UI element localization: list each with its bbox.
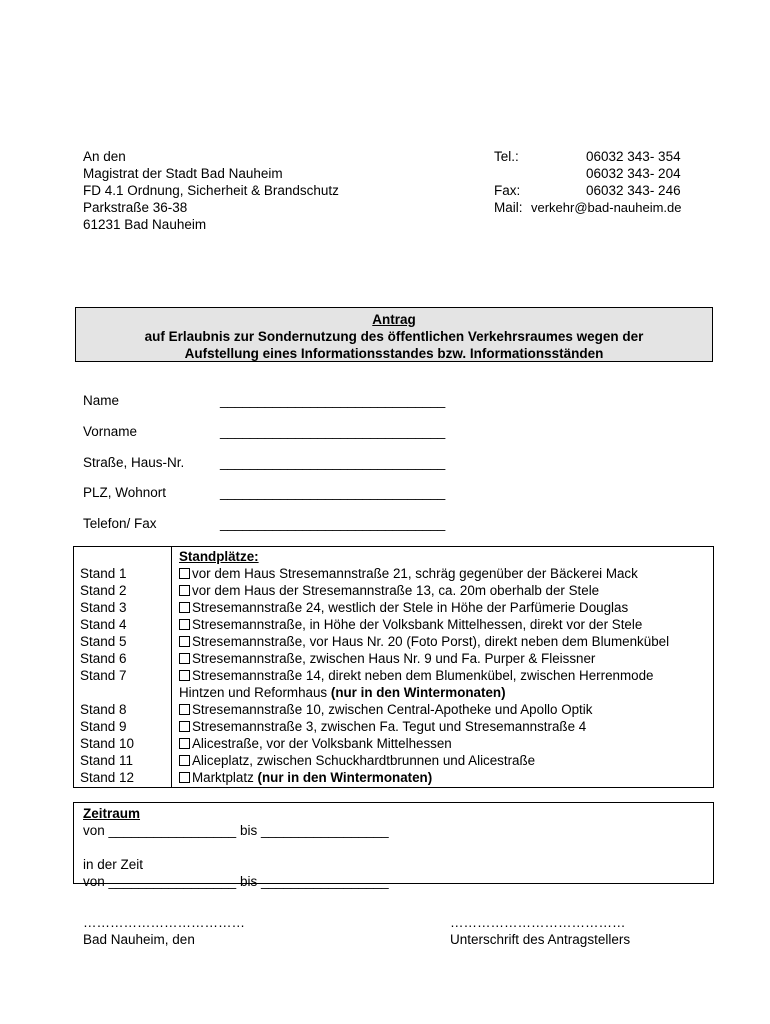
place-option[interactable] <box>179 718 669 735</box>
checkbox-icon[interactable] <box>179 755 190 766</box>
checkbox-icon[interactable] <box>179 772 190 783</box>
checkbox-icon[interactable] <box>179 653 190 664</box>
place-option[interactable] <box>179 650 669 667</box>
name-label: Name <box>83 393 120 408</box>
place-text: Aliceplatz, zwischen Schuckhardtbrunnen und Alicestraße <box>192 753 536 768</box>
place-option[interactable] <box>179 633 669 650</box>
mail-address: verkehr@bad-nauheim.de <box>531 200 682 215</box>
contact-info <box>494 148 682 216</box>
form-subtitle-line-1: auf Erlaubnis zur Sondernutzung des öffentlichen Verkehrsraumes wegen der <box>144 329 644 344</box>
plz-label: PLZ, Wohnort <box>83 485 167 500</box>
winter-note: (nur in den Wintermonaten) <box>330 685 506 700</box>
place-option[interactable] <box>179 701 669 718</box>
plz-blank[interactable]: ______________________________ <box>220 485 446 500</box>
address-line: Magistrat der Stadt Bad Nauheim <box>83 166 283 181</box>
bis-label: bis <box>239 874 258 889</box>
bis-label: bis <box>239 823 258 838</box>
phone-blank[interactable]: ______________________________ <box>220 516 446 531</box>
stand-label: Stand 9 <box>80 719 127 734</box>
bis-time-blank[interactable]: _________________ <box>260 874 389 889</box>
stand-label: Stand 7 <box>80 668 127 683</box>
checkbox-icon[interactable] <box>179 568 190 579</box>
place-text: Stresemannstraße, vor Haus Nr. 20 (Foto Porst), direkt neben dem Blumenkübel <box>192 634 670 649</box>
place-option[interactable] <box>179 735 669 752</box>
mail-label: Mail: <box>494 200 523 215</box>
place-option-continuation <box>179 684 669 701</box>
places-heading: Standplätze: <box>179 549 259 564</box>
phone-label: Telefon/ Fax <box>83 516 157 531</box>
tel-number-2: 06032 343- 204 <box>586 166 681 181</box>
checkbox-icon[interactable] <box>179 670 190 681</box>
place-option[interactable] <box>179 752 669 769</box>
fax-label: Fax: <box>494 183 521 198</box>
place-text: Stresemannstraße 3, zwischen Fa. Tegut und Stresemannstraße 4 <box>192 719 587 734</box>
name-field[interactable] <box>83 393 445 408</box>
stand-label: Stand 1 <box>80 566 127 581</box>
checkbox-icon[interactable] <box>179 619 190 630</box>
signature-label: Unterschrift des Antragstellers <box>450 932 631 947</box>
place-option[interactable] <box>179 599 669 616</box>
address-line: An den <box>83 149 126 164</box>
signature-dots[interactable]: ………………………………… <box>450 915 626 930</box>
signature-block <box>450 914 630 948</box>
time-heading: in der Zeit <box>83 857 144 872</box>
place-option[interactable] <box>179 667 669 684</box>
tel-label: Tel.: <box>494 149 519 164</box>
recipient-address <box>83 148 339 233</box>
place-text: Stresemannstraße, in Höhe der Volksbank Mittelhessen, direkt vor der Stele <box>192 617 643 632</box>
checkbox-icon[interactable] <box>179 585 190 596</box>
place-text: Stresemannstraße 24, westlich der Stele in Höhe der Parfümerie Douglas <box>192 600 629 615</box>
form-title-box <box>75 307 713 362</box>
place-text: vor dem Haus der Stresemannstraße 13, ca. 20m oberhalb der Stele <box>192 583 600 598</box>
stand-label: Stand 8 <box>80 702 127 717</box>
von-date-blank[interactable]: _________________ <box>108 823 237 838</box>
vorname-field[interactable] <box>83 424 445 439</box>
form-subtitle-line-2: Aufstellung eines Informationsstandes bzw. Informationsständen <box>184 346 604 361</box>
form-heading: Antrag <box>372 312 416 327</box>
place-date-dots[interactable]: ……………………………… <box>83 915 245 930</box>
stand-label: Stand 6 <box>80 651 127 666</box>
winter-note: (nur in den Wintermonaten) <box>257 770 433 785</box>
place-option[interactable] <box>179 565 669 582</box>
address-line: FD 4.1 Ordnung, Sicherheit & Brandschutz <box>83 183 339 198</box>
street-field[interactable] <box>83 455 445 470</box>
place-date-label: Bad Nauheim, den <box>83 932 195 947</box>
place-text: vor dem Haus Stresemannstraße 21, schräg gegenüber der Bäckerei Mack <box>192 566 638 581</box>
checkbox-icon[interactable] <box>179 636 190 647</box>
stand-places <box>179 548 669 786</box>
stand-label: Stand 3 <box>80 600 127 615</box>
von-time-blank[interactable]: _________________ <box>108 874 237 889</box>
street-label: Straße, Haus-Nr. <box>83 455 185 470</box>
checkbox-icon[interactable] <box>179 721 190 732</box>
time-range-row[interactable] <box>83 873 389 890</box>
plz-field[interactable] <box>83 485 445 500</box>
place-text: Alicestraße, vor der Volksbank Mittelhessen <box>192 736 452 751</box>
place-option[interactable] <box>179 582 669 599</box>
place-text: Hintzen und Reformhaus <box>179 685 328 700</box>
vorname-blank[interactable]: ______________________________ <box>220 424 446 439</box>
tel-number-1: 06032 343- 354 <box>586 149 681 164</box>
stand-label: Stand 10 <box>80 736 135 751</box>
fax-number: 06032 343- 246 <box>586 183 681 198</box>
checkbox-icon[interactable] <box>179 602 190 613</box>
place-text: Stresemannstraße 10, zwischen Central-Apotheke und Apollo Optik <box>192 702 593 717</box>
name-blank[interactable]: ______________________________ <box>220 393 446 408</box>
zeitraum-heading: Zeitraum <box>83 806 141 821</box>
stand-table-divider <box>171 546 172 788</box>
von-label: von <box>83 874 105 889</box>
von-label: von <box>83 823 105 838</box>
stand-label: Stand 12 <box>80 770 135 785</box>
place-option[interactable] <box>179 616 669 633</box>
address-line: 61231 Bad Nauheim <box>83 217 207 232</box>
place-date-block <box>83 914 245 948</box>
stand-label: Stand 11 <box>80 753 134 768</box>
address-line: Parkstraße 36-38 <box>83 200 188 215</box>
checkbox-icon[interactable] <box>179 704 190 715</box>
vorname-label: Vorname <box>83 424 138 439</box>
place-text: Stresemannstraße 14, direkt neben dem Blumenkübel, zwischen Herrenmode <box>192 668 654 683</box>
street-blank[interactable]: ______________________________ <box>220 455 446 470</box>
place-option[interactable] <box>179 769 669 786</box>
stand-label: Stand 2 <box>80 583 127 598</box>
date-range-row[interactable] <box>83 822 389 839</box>
place-text: Marktplatz <box>192 770 254 785</box>
checkbox-icon[interactable] <box>179 738 190 749</box>
phone-field[interactable] <box>83 516 445 531</box>
stand-labels <box>80 565 134 786</box>
place-text: Stresemannstraße, zwischen Haus Nr. 9 und Fa. Purper & Fleissner <box>192 651 596 666</box>
zeitraum-section <box>83 805 389 890</box>
bis-date-blank[interactable]: _________________ <box>260 823 389 838</box>
stand-label: Stand 5 <box>80 634 127 649</box>
stand-label: Stand 4 <box>80 617 127 632</box>
